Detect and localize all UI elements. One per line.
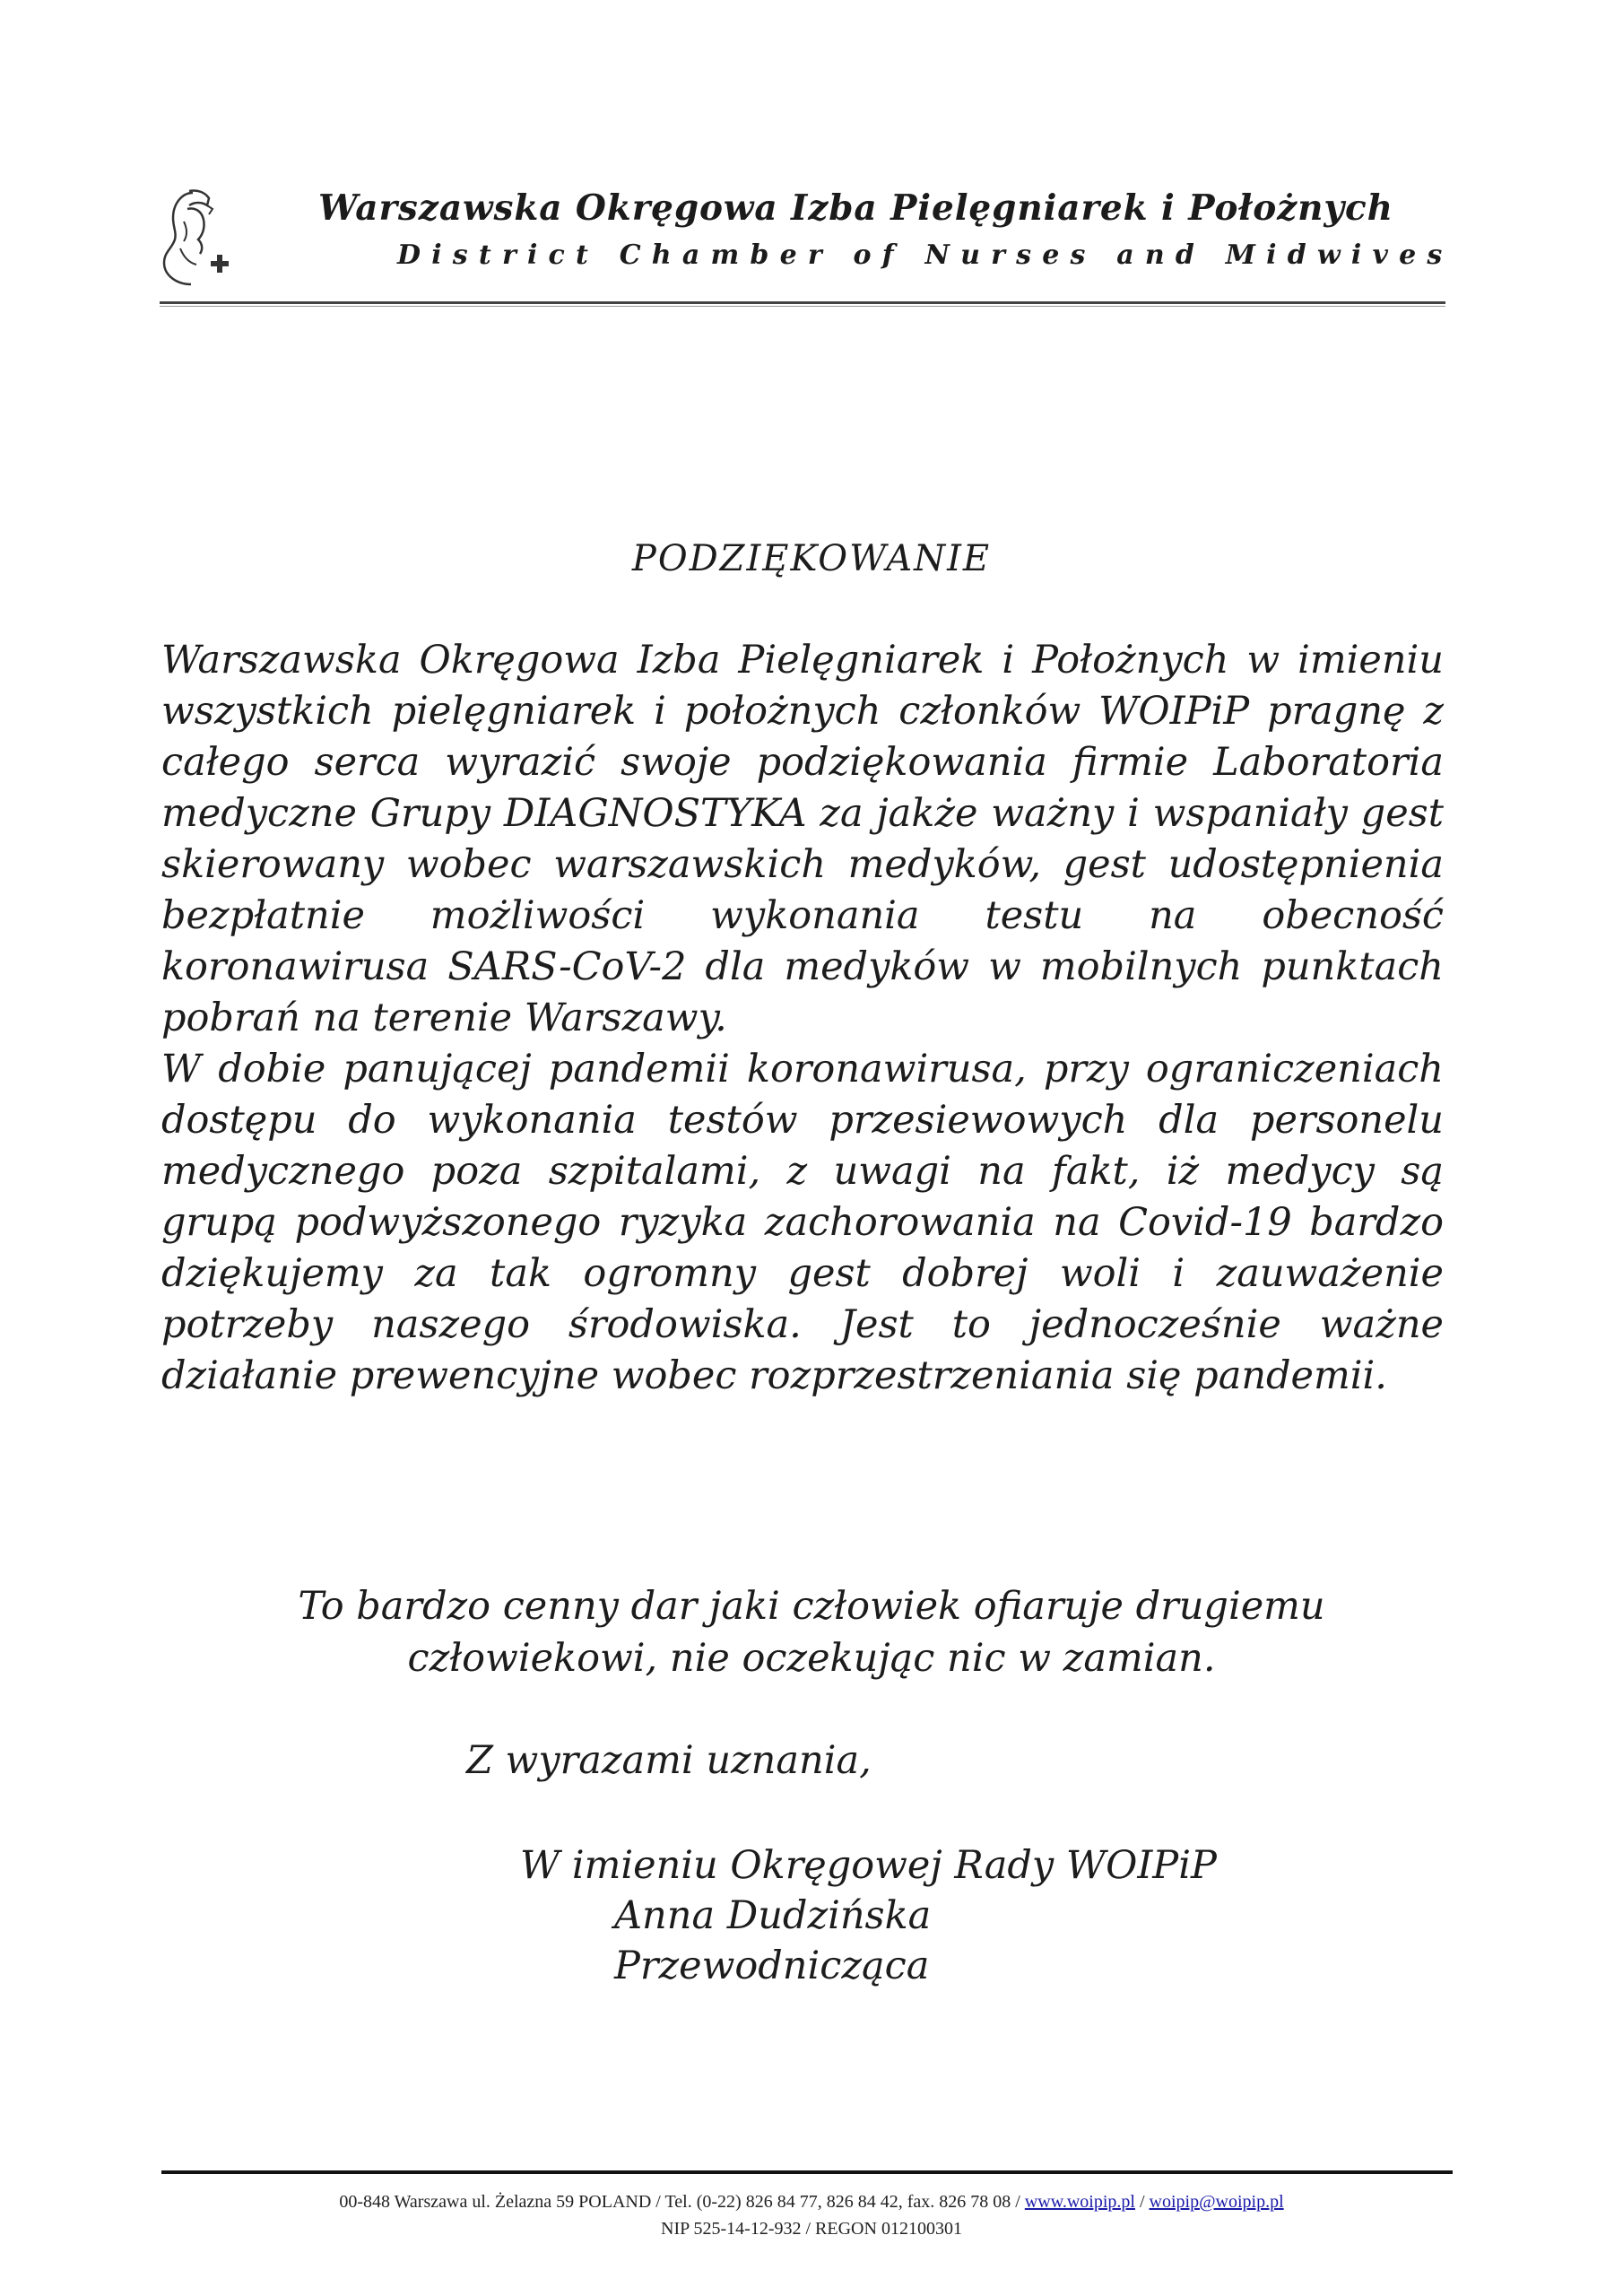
body-paragraph-1: Warszawska Okręgowa Izba Pielęgniarek i Położnych w imieniu wszystkich pielęgniarek i położnych członków WOIPiP pragnę z całego serca wyrazić swoje podziękowania firmie Laboratoria medyczne Grupy DIAGNOSTYKA za jakże ważny i wspaniały gest skierowany wobec warszawskich medyków, gest udostępnienia bezpłatnie możliwości wykonania testu na obecność koronawirusa SARS-CoV-2 dla medyków w mobilnych punktach pobrań na terenie Warszawy. (161, 638, 1444, 1040)
signatory-role: Przewodnicząca (614, 1944, 930, 1988)
letter-title: PODZIĘKOWANIE (631, 538, 992, 579)
quote-line-2: człowiekowi, nie oczekując nic w zamian. (407, 1636, 1216, 1681)
footer-contact-line (0, 2188, 1623, 2215)
footer (0, 2188, 1623, 2242)
letter-body (161, 635, 1444, 1402)
quote-line-1: To bardzo cenny dar jaki człowiek ofiaruje drugiemu (298, 1584, 1325, 1629)
letterhead (157, 184, 1454, 309)
signatory-name: Anna Dudzińska (614, 1893, 932, 1938)
quote (0, 1580, 1623, 1684)
signature-line: W imieniu Okręgowej Rady WOIPiP (520, 1843, 1217, 1888)
body-paragraph-2: W dobie panującej pandemii koronawirusa, przy ograniczeniach dostępu do wykonania testów przesiewowych dla personelu medycznego poza szpitalami, z uwagi na fakt, iż medycy są grupą podwyższonego ryzyka zachorowania na Covid-19 bardzo dziękujemy za tak ogromny gest dobrej woli i zauważenie potrzeby naszego środowiska. Jest to jednocześnie ważne działanie prewencyjne wobec rozprzestrzeniania się pandemii. (161, 1047, 1444, 1398)
nurse-profile-with-cross-logo (157, 186, 233, 293)
email-link[interactable]: woipip@woipip.pl (1149, 2192, 1284, 2212)
website-link[interactable]: www.woipip.pl (1024, 2192, 1135, 2212)
signature-block (520, 1840, 1217, 1991)
footer-separator: / (1139, 2192, 1145, 2212)
header-divider (160, 301, 1445, 307)
org-name: Warszawska Okręgowa Izba Pielęgniarek i Położnych (318, 187, 1393, 229)
footer-registry-ids: NIP 525-14-12-932 / REGON 012100301 (661, 2219, 962, 2239)
footer-address: 00-848 Warszawa ul. Żelazna 59 POLAND / Tel. (0-22) 826 84 77, 826 84 42, fax. 826 78 08 / (339, 2192, 1020, 2212)
closing-salutation: Z wyrazami uznania, (466, 1738, 872, 1783)
org-name-english: District Chamber of Nurses and Midwives (397, 239, 1454, 271)
footer-divider (161, 2170, 1453, 2174)
